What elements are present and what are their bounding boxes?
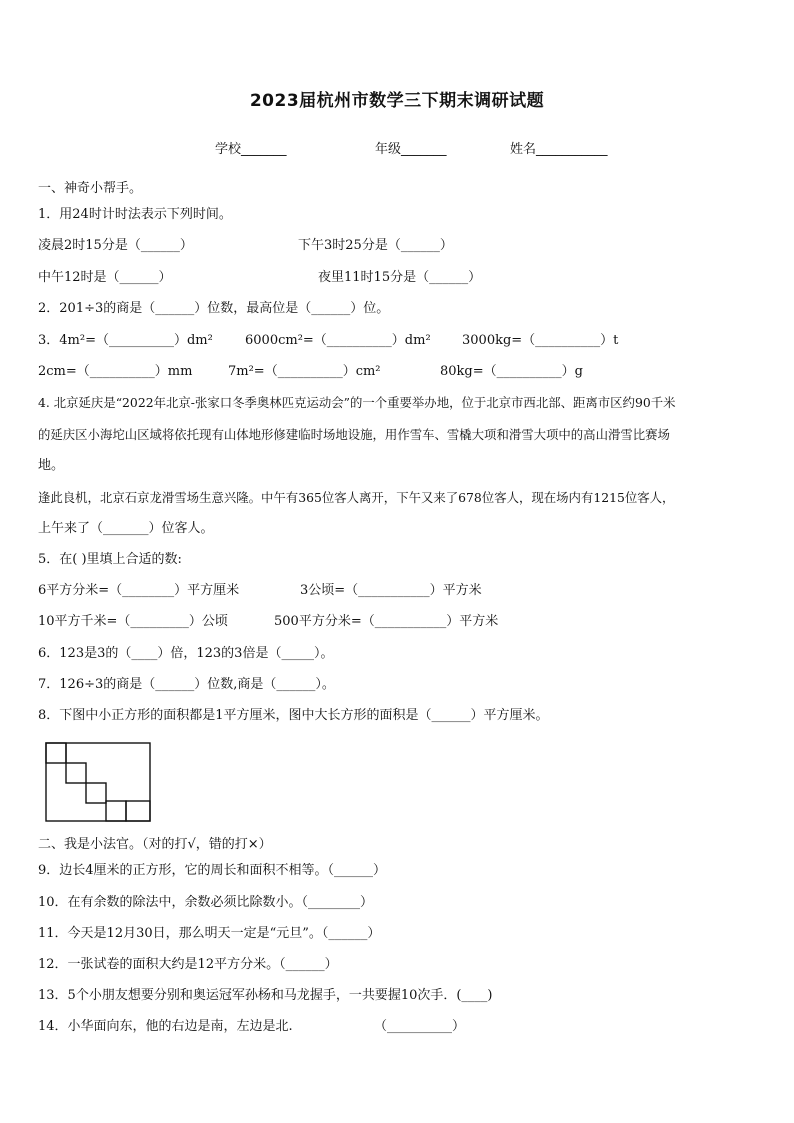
grade-field: 年级_______ bbox=[375, 142, 447, 157]
square-grid-figure bbox=[45, 742, 151, 822]
question-1d: 夜里11时15分是（______） bbox=[318, 270, 482, 285]
question-5d: 500平方分米=（___________）平方米 bbox=[274, 614, 499, 629]
question-14-blank: （__________） bbox=[374, 1019, 466, 1034]
question-3a: 3．4m²=（__________）dm² bbox=[38, 333, 213, 348]
section-2-heading: 二、我是小法官。（对的打√，错的打×） bbox=[38, 837, 272, 852]
school-field: 学校_______ bbox=[215, 142, 287, 157]
question-3e: 7m²=（__________）cm² bbox=[228, 364, 381, 379]
question-4-line-1: 4. 北京延庆是“2022年北京-张家口冬季奥林匹克运动会”的一个重要举办地，位于北京市西北部、距离市区约90千米 bbox=[38, 395, 676, 410]
small-square-4 bbox=[106, 801, 126, 821]
question-4-line-4: 逢此良机，北京石京龙滑雪场生意兴隆。中午有365位客人离开，下午又来了678位客人，现在场内有1215位客人， bbox=[38, 490, 675, 505]
question-4-line-5: 上午来了（_______）位客人。 bbox=[38, 521, 214, 536]
question-10: 10．在有余数的除法中，余数必须比除数小。（________） bbox=[38, 895, 374, 910]
small-square-1 bbox=[46, 743, 66, 763]
question-5a: 6平方分米=（________）平方厘米 bbox=[38, 583, 240, 598]
question-3d: 2cm=（__________）mm bbox=[38, 364, 193, 379]
question-1c: 中午12时是（______） bbox=[38, 270, 172, 285]
question-3b: 6000cm²=（__________）dm² bbox=[245, 333, 431, 348]
question-5-stem: 5．在( )里填上合适的数: bbox=[38, 552, 182, 567]
question-4-line-2: 的延庆区小海坨山区域将依托现有山体地形修建临时场地设施，用作雪车、雪橇大项和滑雪大项中的高山滑雪比赛场 bbox=[38, 427, 670, 442]
question-5c: 10平方千米=（_________）公顷 bbox=[38, 614, 228, 629]
question-7: 7．126÷3的商是（______）位数,商是（______）。 bbox=[38, 677, 335, 692]
question-11: 11．今天是12月30日，那么明天一定是“元旦”。（______） bbox=[38, 926, 381, 941]
question-4-line-3: 地。 bbox=[38, 458, 65, 473]
question-1-stem: 1．用24时计时法表示下列时间。 bbox=[38, 207, 232, 222]
question-14: 14．小华面向东，他的右边是南，左边是北. bbox=[38, 1019, 293, 1034]
question-3c: 3000kg=（__________）t bbox=[462, 333, 619, 348]
section-1-heading: 一、神奇小帮手。 bbox=[38, 181, 143, 196]
question-2: 2．201÷3的商是（______）位数，最高位是（______）位。 bbox=[38, 301, 390, 316]
question-8: 8．下图中小正方形的面积都是1平方厘米，图中大长方形的面积是（______）平方厘米。 bbox=[38, 708, 549, 723]
question-9: 9．边长4厘米的正方形，它的周长和面积不相等。（______） bbox=[38, 863, 387, 878]
question-3f: 80kg=（__________）g bbox=[440, 364, 583, 379]
small-square-3 bbox=[86, 783, 106, 803]
page-title: 2023届杭州市数学三下期末调研试题 bbox=[249, 91, 545, 111]
name-field: 姓名___________ bbox=[510, 142, 608, 157]
small-square-2 bbox=[66, 763, 86, 783]
question-6: 6．123是3的（____）倍，123的3倍是（_____）。 bbox=[38, 646, 334, 661]
question-1a: 凌晨2时15分是（______） bbox=[38, 238, 193, 253]
question-5b: 3公顷=（___________）平方米 bbox=[300, 583, 482, 598]
question-12: 12．一张试卷的面积大约是12平方分米。（______） bbox=[38, 957, 338, 972]
question-13: 13．5个小朋友想要分别和奥运冠军孙杨和马龙握手，一共要握10次手．(____) bbox=[38, 988, 493, 1003]
small-square-5 bbox=[126, 801, 150, 821]
question-1b: 下午3时25分是（______） bbox=[298, 238, 453, 253]
large-rectangle bbox=[46, 743, 150, 821]
